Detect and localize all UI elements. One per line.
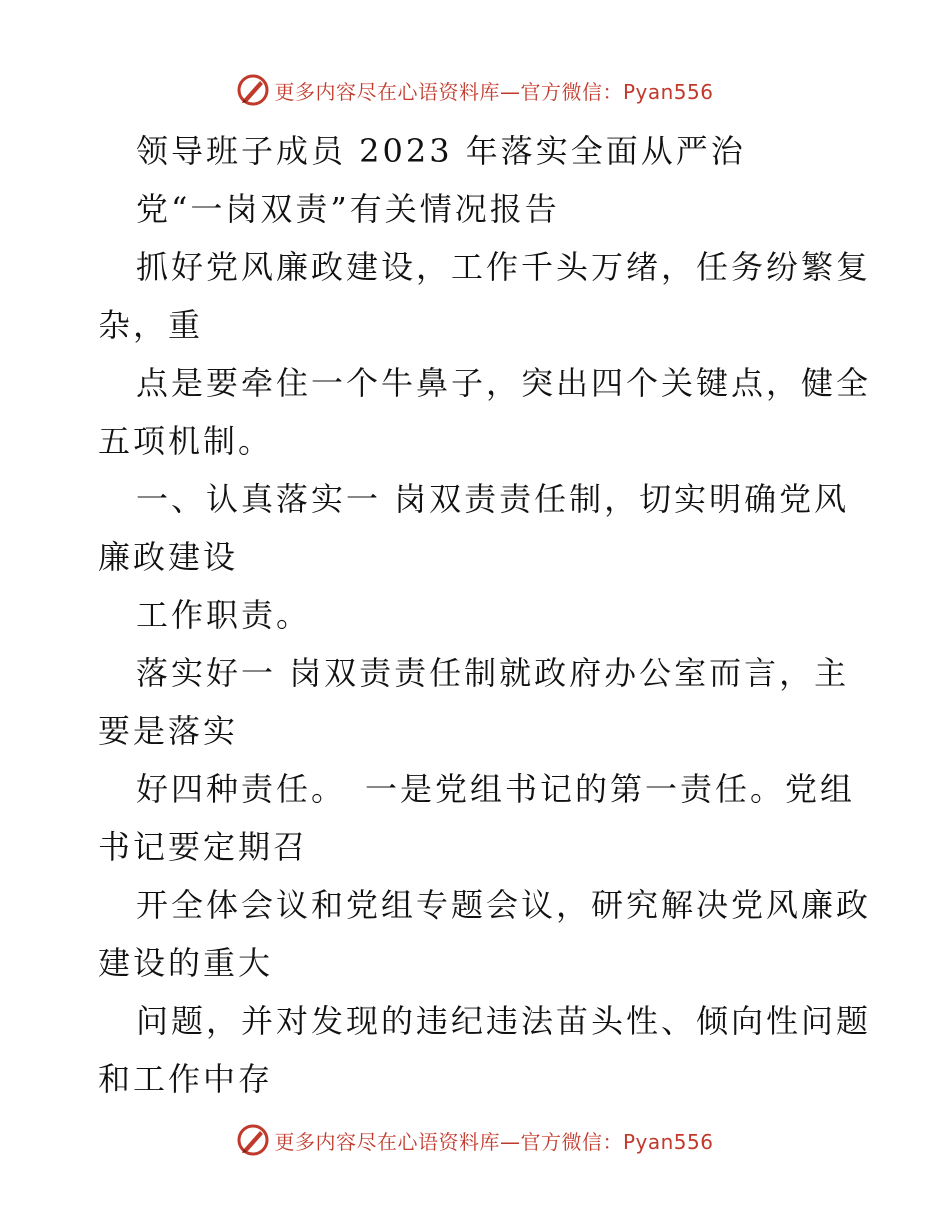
text-line: 好四种责任。 一是党组书记的第一责任。党组 (136, 770, 856, 808)
watermark-text: 更多内容尽在心语资料库—官方微信：Pyan556 (274, 1129, 714, 1154)
text-line: 书记要定期召 (98, 828, 309, 866)
text-line: 五项机制。 (98, 422, 274, 460)
pen-logo-icon (236, 73, 270, 107)
text-line: 杂，重 (98, 306, 204, 344)
text-line: 建设的重大 (98, 944, 274, 982)
text-line: 抓好党风廉政建设，工作千头万绪，任务纷繁复 (136, 248, 872, 286)
text-line: 一、认真落实一 岗双责责任制，切实明确党风 (136, 480, 850, 518)
text-line: 廉政建设 (98, 538, 239, 576)
text-line: 点是要牵住一个牛鼻子，突出四个关键点，健全 (136, 364, 872, 402)
watermark-banner-bottom (0, 1120, 950, 1160)
watermark-text: 更多内容尽在心语资料库—官方微信：Pyan556 (274, 79, 714, 104)
text-line: 党“一岗双责”有关情况报告 (136, 190, 560, 228)
pen-logo-icon (236, 1123, 270, 1157)
text-line: 要是落实 (98, 712, 239, 750)
text-line: 和工作中存 (98, 1060, 274, 1098)
text-line: 领导班子成员 2023 年落实全面从严治 (136, 132, 746, 170)
watermark-banner-top (0, 70, 950, 110)
text-line: 开全体会议和党组专题会议，研究解决党风廉政 (136, 886, 872, 924)
text-line: 工作职责。 (136, 596, 312, 634)
document-body (98, 122, 872, 1108)
text-line: 问题，并对发现的违纪违法苗头性、倾向性问题 (136, 1002, 872, 1040)
text-line: 落实好一 岗双责责任制就政府办公室而言，主 (136, 654, 850, 692)
